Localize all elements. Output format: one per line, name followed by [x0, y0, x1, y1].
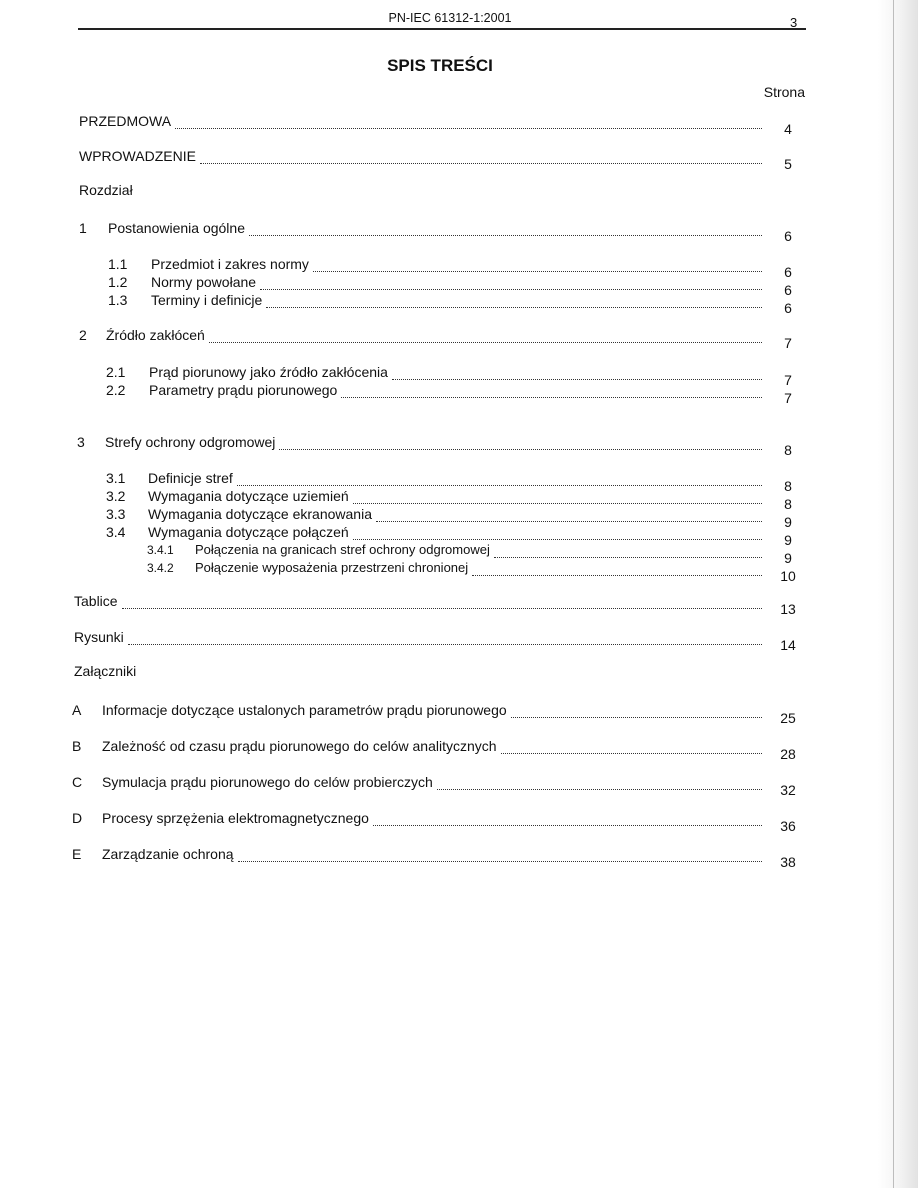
dot-leader	[353, 525, 762, 540]
toc-entry-label: Definicje stref	[148, 470, 233, 486]
section-heading-annexes: Załączniki	[74, 663, 137, 679]
toc-entry-page: 7	[784, 372, 792, 388]
dot-leader	[392, 365, 762, 380]
page-column-label: Strona	[763, 84, 805, 100]
toc-entry-page: 6	[784, 282, 792, 298]
toc-entry[interactable]	[108, 292, 804, 316]
toc-entry-label: Wymagania dotyczące uziemień	[148, 488, 349, 504]
toc-entry-label: Zarządzanie ochroną	[102, 846, 234, 862]
toc-entry-number: A	[72, 702, 82, 718]
dot-leader	[209, 328, 762, 343]
dot-leader	[511, 703, 762, 718]
toc-entry[interactable]	[72, 738, 804, 762]
dot-leader	[494, 543, 762, 558]
toc-entry[interactable]	[74, 593, 804, 617]
dot-leader	[373, 811, 762, 826]
toc-entry[interactable]	[106, 524, 804, 548]
dot-leader	[376, 507, 762, 522]
standard-id: PN-IEC 61312-1:2001	[388, 11, 512, 25]
toc-entry[interactable]	[77, 434, 804, 458]
toc-entry-number: 3.1	[106, 470, 126, 486]
toc-entry[interactable]	[106, 506, 804, 530]
toc-entry-label: Wymagania dotyczące ekranowania	[148, 506, 372, 522]
toc-entry-label: Źródło zakłóceń	[106, 327, 205, 343]
toc-entry-number: 2.1	[106, 364, 126, 380]
toc-entry-label: Strefy ochrony odgromowej	[105, 434, 276, 450]
toc-entry-page: 28	[780, 746, 796, 762]
toc-entry-label: Wymagania dotyczące połączeń	[148, 524, 349, 540]
toc-entry-page: 7	[784, 335, 792, 351]
toc-entry[interactable]	[72, 810, 804, 834]
dot-leader	[128, 630, 762, 645]
toc-entry-label: Symulacja prądu piorunowego do celów probierczych	[102, 774, 433, 790]
page-number: 3	[790, 15, 798, 30]
toc-entry-number: 3.4.2	[147, 561, 174, 575]
toc-entry[interactable]	[147, 542, 804, 566]
toc-entry-page: 8	[784, 442, 792, 458]
toc-entry[interactable]	[106, 470, 804, 494]
dot-leader	[175, 114, 762, 129]
toc-entry-page: 6	[784, 300, 792, 316]
dot-leader	[260, 275, 762, 290]
dot-leader	[341, 383, 762, 398]
toc-entry[interactable]	[106, 364, 804, 388]
toc-entry-number: E	[72, 846, 82, 862]
toc-entry-number: C	[72, 774, 83, 790]
toc-entry-label: Przedmiot i zakres normy	[151, 256, 309, 272]
dot-leader	[122, 594, 762, 609]
toc-entry-number: 3.4	[106, 524, 126, 540]
toc-entry[interactable]	[79, 220, 804, 244]
toc-entry[interactable]	[74, 629, 804, 653]
toc-entry-label: PRZEDMOWA	[79, 113, 172, 129]
toc-entry-number: 1.1	[108, 256, 128, 272]
toc-entry-label: Tablice	[74, 593, 118, 609]
toc-entry-page: 9	[784, 514, 792, 530]
header-rule	[78, 28, 806, 30]
toc-entry-number: 1	[79, 220, 87, 236]
toc-entry-page: 10	[780, 568, 796, 584]
toc-entry-page: 38	[780, 854, 796, 870]
toc-entry-label: Połączenie wyposażenia przestrzeni chronionej	[195, 560, 469, 575]
toc-entry-number: D	[72, 810, 83, 826]
dot-leader	[249, 221, 762, 236]
toc-entry-page: 6	[784, 228, 792, 244]
toc-entry-page: 4	[784, 121, 792, 137]
dot-leader	[353, 489, 762, 504]
toc-entry-label: Procesy sprzężenia elektromagnetycznego	[102, 810, 369, 826]
toc-entry-label: Zależność od czasu prądu piorunowego do celów analitycznych	[102, 738, 497, 754]
toc-entry-label: Prąd piorunowy jako źródło zakłócenia	[149, 364, 388, 380]
toc-entry[interactable]	[106, 382, 804, 406]
toc-entry[interactable]	[79, 327, 804, 351]
toc-entry-number: 3.3	[106, 506, 126, 522]
toc-entry-label: Postanowienia ogólne	[108, 220, 245, 236]
toc-entry-number: 1.3	[108, 292, 128, 308]
toc-title: SPIS TREŚCI	[387, 56, 493, 75]
toc-entry[interactable]	[72, 702, 804, 726]
toc-entry-page: 8	[784, 496, 792, 512]
toc-entry-label: Terminy i definicje	[151, 292, 263, 308]
toc-entry-label: Rysunki	[74, 629, 124, 645]
toc-entry[interactable]	[108, 256, 804, 280]
toc-entry-number: B	[72, 738, 82, 754]
toc-entry-label: WPROWADZENIE	[79, 148, 196, 164]
toc-entry-label: Parametry prądu piorunowego	[149, 382, 338, 398]
toc-entry-number: 3.4.1	[147, 543, 174, 557]
toc-entry[interactable]	[106, 488, 804, 512]
toc-entry-number: 2	[79, 327, 87, 343]
dot-leader	[266, 293, 762, 308]
toc-entry-number: 3.2	[106, 488, 126, 504]
toc-entry-page: 14	[780, 637, 796, 653]
toc-entry-page: 32	[780, 782, 796, 798]
scan-edge-line	[893, 0, 894, 1188]
toc-entry-label: Informacje dotyczące ustalonych parametrów prądu piorunowego	[102, 702, 507, 718]
toc-entry[interactable]	[147, 560, 804, 584]
toc-entry[interactable]	[79, 148, 804, 172]
toc-entry-page: 5	[784, 156, 792, 172]
dot-leader	[200, 149, 762, 164]
toc-entry-page: 8	[784, 478, 792, 494]
toc-entry[interactable]	[72, 774, 804, 798]
toc-entry-page: 36	[780, 818, 796, 834]
section-heading-chapters: Rozdział	[79, 182, 133, 198]
toc-entry-page: 13	[780, 601, 796, 617]
toc-entry-number: 2.2	[106, 382, 126, 398]
toc-entry-page: 7	[784, 390, 792, 406]
dot-leader	[472, 561, 762, 576]
toc-entry[interactable]	[108, 274, 804, 298]
toc-entry-label: Normy powołane	[151, 274, 257, 290]
toc-entry-number: 1.2	[108, 274, 128, 290]
dot-leader	[313, 257, 762, 272]
dot-leader	[437, 775, 762, 790]
dot-leader	[501, 739, 762, 754]
toc-entry-page: 25	[780, 710, 796, 726]
dot-leader	[237, 471, 762, 486]
scan-edge-shadow	[878, 0, 918, 1188]
toc-entry[interactable]	[72, 846, 804, 870]
toc-entry-page: 6	[784, 264, 792, 280]
toc-entry-page: 9	[784, 550, 792, 566]
toc-entry-page: 9	[784, 532, 792, 548]
toc-entry-number: 3	[77, 434, 85, 450]
dot-leader	[238, 847, 762, 862]
dot-leader	[279, 435, 762, 450]
toc-entry[interactable]	[79, 113, 804, 137]
toc-entry-label: Połączenia na granicach stref ochrony odgromowej	[195, 542, 490, 557]
